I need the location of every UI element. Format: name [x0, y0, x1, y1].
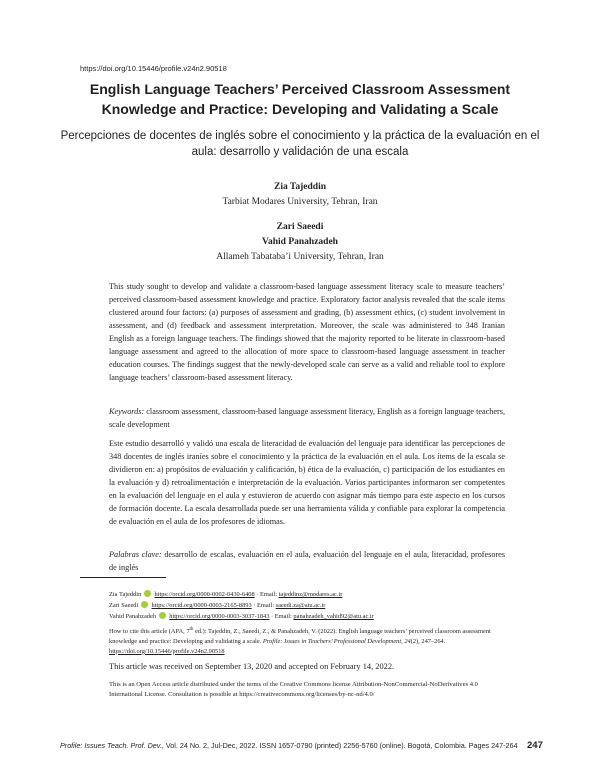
keywords-english	[109, 405, 505, 431]
email-link[interactable]: panahzadeh_vahid92@atu.ac.ir	[293, 613, 374, 620]
article-title-english: English Language Teachers’ Perceived Classroom Assessment Knowledge and Practice: Developing and Validating a Scale	[89, 81, 511, 117]
email-link[interactable]: saeedi.za@atu.ac.ir	[275, 602, 326, 609]
footnote-author	[109, 601, 509, 611]
author-name: Zia Tajeddin	[273, 182, 326, 192]
abstract-english: This study sought to develop and validate a classroom-based language assessment literacy scale to measure teachers’ perceived classroom-based assessment knowledge and practice. Exploratory factor analysis revealed that the scale items clustered around four factors: (a) purposes of assessment and grading, (b) assessment ethics, (c) student involvement in assessment, and (d) feedback and assessment interpretation. Moreover, the scale was administered to 348 Iranian English as a foreign language teachers. The findings showed that the majority reported to be literate in classroom-based language assessment and agreed to the allocation of more space to classroom-based language assessment in teacher education courses. The findings suggest that the newly-developed scale can serve as a valid and reliable tool to explore language teachers’ classroom-based assessment literacy.	[109, 282, 505, 382]
footer-details: Vol. 24 No. 2, Jul-Dec, 2022. ISSN 1657-0790 (printed) 2256-5760 (online). Bogotá, Colombia. Pages 247-264	[163, 741, 518, 750]
keywords-text: classroom assessment, classroom-based language assessment literacy, English as a foreign language teachers, scale development	[109, 407, 505, 429]
license-text: This is an Open Access article distributed under the terms of the Creative Commons license Attribution-NonCommercial-NoDerivatives 4.0 International License. Consultation is possible at	[109, 681, 478, 698]
email-link[interactable]: tajeddinz@modares.ac.ir	[278, 591, 343, 598]
citation-doi-link[interactable]: https://doi.org/10.15446/profile.v24n2.90518	[109, 647, 225, 655]
footnote-author	[109, 612, 509, 622]
footnote-author-name: Vahid Panahzadeh	[109, 613, 157, 620]
keywords-es-text: desarrollo de escalas, evaluación en el aula, evaluación del lenguaje en el aula, literacidad, profesores de inglés	[109, 550, 505, 572]
abstract-spanish: Este estudio desarrolló y validó una escala de literacidad de evaluación del lenguaje para identificar las percepciones de 348 docentes de inglés iraníes sobre el conocimiento y la práctica de la evaluación en el aula. Los ítems de la escala se dividieron en: a) propósitos de evaluación y calificación, b) ética de la evaluación, c) participación de los estudiantes en la evaluación y d) retroalimentación e interpretación de la evaluación. Varios participantes informaron ser competentes en la evaluación del lenguaje en el aula y estuvieron de acuerdo con asignar más tiempo para este aspecto en los cursos de formación docente. La escala desarrollada puede ser una herramienta válida y confiable para explorar la competencia de evaluación en el aula de los profesores de idiomas.	[109, 439, 505, 526]
doi-link[interactable]: https://doi.org/10.15446/profile.v24n2.90518	[80, 64, 227, 73]
keywords-spanish	[109, 548, 505, 574]
email-label: · Email:	[253, 602, 275, 609]
email-label: · Email:	[271, 613, 292, 620]
page-footer	[60, 741, 520, 750]
citation-text: ed.): Tajeddin, Z., Saeedi, Z., & Panahzadeh, V. (2022). English language teachers’ perceived classroom assessment knowledge and practice: Developing and validating a scale.	[109, 628, 491, 645]
citation-superscript: th	[189, 627, 194, 632]
orcid-link[interactable]: https://orcid.org/0000-0003-3037-1843	[169, 613, 270, 620]
citation-prefix: How to cite this article (APA, 7	[109, 628, 190, 636]
page-number: 247	[527, 740, 543, 751]
author-affiliation: Allameh Tabataba’i University, Tehran, Iran	[216, 252, 384, 262]
keywords-es-label: Palabras clave:	[109, 550, 162, 559]
footnote-author-name: Zia Tajeddin	[109, 591, 142, 598]
footer-journal: Profile: Issues Teach. Prof. Dev.,	[60, 741, 164, 750]
footnote-author	[109, 590, 509, 600]
article-title-spanish: Percepciones de docentes de inglés sobre el conocimiento y la práctica de la evaluación en el aula: desarrollo y validación de una escala	[60, 130, 540, 158]
email-label: · Email:	[256, 591, 278, 598]
citation-journal: Profile: Issues in Teachers’ Professional Development, 24	[262, 637, 411, 645]
orcid-link[interactable]: https://orcid.org/0000-0003-2165-8893	[151, 602, 252, 609]
author-name: Zari Saeedi	[276, 222, 324, 232]
orcid-icon	[141, 601, 148, 608]
keywords-label: Keywords:	[109, 407, 145, 416]
citation-issue: (2), 247–264.	[410, 637, 446, 645]
orcid-icon	[144, 590, 151, 597]
footnote-divider	[80, 577, 166, 578]
orcid-icon	[159, 612, 166, 619]
author-affiliation: Tarbiat Modares University, Tehran, Iran	[222, 197, 378, 207]
footnote-author-name: Zari Saeedi	[109, 602, 139, 609]
received-note: This article was received on September 13, 2020 and accepted on February 14, 2022.	[109, 662, 395, 671]
citation-note	[109, 625, 509, 657]
license-link[interactable]: https://creativecommons.org/licenses/by-nc-nd/4.0/	[239, 691, 375, 698]
author-name: Vahid Panahzadeh	[262, 237, 338, 247]
orcid-link[interactable]: https://orcid.org/0000-0002-0430-6408	[154, 591, 255, 598]
license-note	[109, 680, 509, 700]
